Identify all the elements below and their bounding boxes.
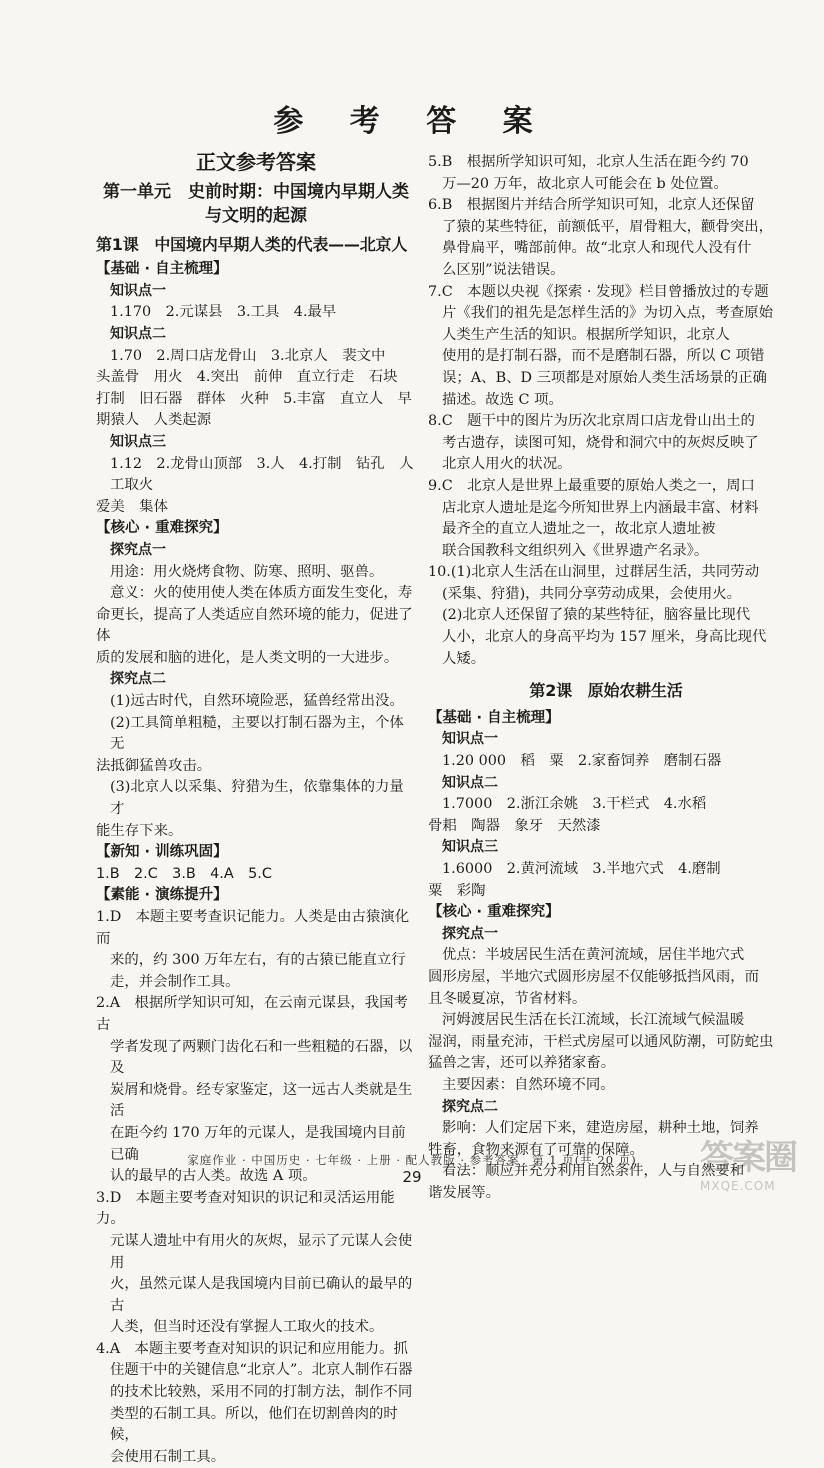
kp2-answers <box>96 346 416 432</box>
explore1-line: 圆形房屋，半地穴式圆形房屋不仅能够抵挡风雨，而 <box>428 968 759 985</box>
kp2-line: 骨耜 陶器 象牙 天然漆 <box>428 817 601 834</box>
explore2-line: 谐发展等。 <box>428 1184 500 1201</box>
ability-line: 4.A 本题主要考查对知识的识记和应用能力。抓 <box>96 1340 408 1357</box>
explore1-line: 优点：半坡居民生活在黄河流域，居住半地穴式 <box>442 947 745 964</box>
kp1-answer: 1.20 000 稻 粟 2.家畜饲养 磨制石器 <box>442 753 722 770</box>
answer-line: 人矮。 <box>442 650 486 667</box>
core-heading: 【核心 · 重难探究】 <box>96 520 228 537</box>
explore1-line: 湿润，雨量充沛，干栏式房屋可以通风防潮，可防蛇虫 <box>428 1033 774 1050</box>
answer-line: 描述。故选 C 项。 <box>442 391 563 408</box>
explore1-line: 河姆渡居民生活在长江流域，长江流域气候温暖 <box>442 1012 745 1029</box>
kp3-answers <box>96 454 416 519</box>
basic-heading: 【基础 · 自主梳理】 <box>428 709 560 726</box>
answer-line: 联合国教科文组织列入《世界遗产名录》。 <box>442 542 709 559</box>
explore2-text <box>96 691 416 842</box>
kp3-line: 1.6000 2.黄河流域 3.半地穴式 4.磨制 <box>442 861 721 877</box>
explore-point-1: 探究点一 <box>442 925 498 942</box>
answer-line: 店北京人遗址是迄今所知世界上内涵最丰富、材料 <box>442 499 759 516</box>
explore1-line: 主要因素：自然环境不同。 <box>442 1076 615 1093</box>
newknow-answers: 1.B 2.C 3.B 4.A 5.C <box>96 865 272 882</box>
basic-heading: 【基础 · 自主梳理】 <box>96 261 228 278</box>
explore2-line: (3)北京人以采集、狩猎为生，依靠集体的力量才 <box>110 779 404 818</box>
answer-line: (采集、狩猎)，共同分享劳动成果，会使用火。 <box>442 585 742 602</box>
explore1-line: 用途：用火烧烤食物、防寒、照明、驱兽。 <box>110 563 384 580</box>
answer-line: 7.C 本题以央视《探索 · 发现》栏目曾播放过的专题 <box>428 283 769 300</box>
lesson1-title: 第1课 中国境内早期人类的代表——北京人 <box>96 234 408 254</box>
watermark-text: 答案圈 <box>700 1138 796 1178</box>
ability-answers <box>96 907 416 1468</box>
page-title: 参 考 答 案 <box>273 104 551 139</box>
explore1-line: 质的发展和脑的进化，是人类文明的一大进步。 <box>96 649 399 666</box>
right-column <box>428 152 784 1205</box>
kp3-answers <box>428 859 784 902</box>
explore-point-1: 探究点一 <box>110 541 166 558</box>
answer-line: 么区别”说法错误。 <box>442 261 565 278</box>
answer-line: 10.(1)北京人生活在山洞里，过群居生活，共同劳动 <box>428 564 760 581</box>
ability-line: 炭屑和烧骨。经专家鉴定，这一远古人类就是生活 <box>110 1081 413 1120</box>
answer-line: 8.C 题干中的图片为历次北京周口店龙骨山出土的 <box>428 413 755 430</box>
explore2-line: 看法：顺应并充分利用自然条件，人与自然要和 <box>442 1163 745 1180</box>
ability-line: 会使用石制工具。 <box>110 1448 226 1465</box>
ability-line: 3.D 本题主要考查对知识的识记和灵活运用能力。 <box>96 1189 395 1228</box>
unit-title-line2: 与文明的起源 <box>205 205 307 226</box>
kp2-line: 1.7000 2.浙江余姚 3.干栏式 4.水稻 <box>442 796 707 813</box>
explore1-text <box>428 945 784 1096</box>
answer-line: 了猿的某些特征，前额低平，眉骨粗大，颧骨突出， <box>442 218 773 235</box>
explore2-line: (2)工具简单粗糙，主要以打制石器为主，个体无 <box>110 714 404 753</box>
section-title: 正文参考答案 <box>196 150 316 174</box>
ability-line: 类型的石制工具。所以，他们在切割兽肉的时候， <box>110 1405 398 1444</box>
knowledge-point-3: 知识点三 <box>110 433 166 450</box>
ability-line: 元谋人遗址中有用火的灰烬，显示了元谋人会使用 <box>110 1232 413 1271</box>
unit-title-line1: 第一单元 史前时期：中国境内早期人类 <box>103 181 409 202</box>
ability-line: 认的最早的古人类。故选 A 项。 <box>110 1168 317 1185</box>
explore1-line: 且冬暖夏凉，节省材料。 <box>428 990 587 1007</box>
explore2-line: 影响：人们定居下来，建造房屋，耕种土地，饲养 <box>442 1120 759 1137</box>
explore-point-2: 探究点二 <box>442 1098 498 1115</box>
answer-line: (2)北京人还保留了猿的某些特征，脑容量比现代 <box>442 607 751 624</box>
explore1-text <box>96 562 416 670</box>
kp2-line: 打制 旧石器 群体 火种 5.丰富 直立人 早 <box>96 390 412 407</box>
answer-line: 万—20 万年，故北京人可能会在 b 处位置。 <box>442 175 728 192</box>
left-column <box>96 152 416 1468</box>
newknow-heading: 【新知 · 训练巩固】 <box>96 844 228 861</box>
watermark-logo <box>700 1130 810 1193</box>
ability-line: 1.D 本题主要考查识记能力。人类是由古猿演化而 <box>96 909 410 947</box>
answer-line: 9.C 北京人是世界上最重要的原始人类之一，周口 <box>428 477 755 494</box>
answer-line: 鼻骨扁平，嘴部前伸。故“北京人和现代人没有什 <box>442 240 752 257</box>
answer-line: 6.B 根据图片并结合所学知识可知，北京人还保留 <box>428 197 755 214</box>
page-number: 29 <box>402 1168 422 1186</box>
answer-line: 最齐全的直立人遗址之一，故北京人遗址被 <box>442 521 716 538</box>
answer-line: 人小，北京人的身高平均为 157 厘米，身高比现代 <box>442 629 767 646</box>
kp2-line: 1.70 2.周口店龙骨山 3.北京人 裴文中 <box>110 347 386 364</box>
explore2-line: 能生存下来。 <box>96 822 183 839</box>
answer-line: 考古遗存，读图可知，烧骨和洞穴中的灰烬反映了 <box>442 434 759 451</box>
ability-line: 走，并会制作工具。 <box>110 973 240 990</box>
lesson1-continued <box>428 152 784 670</box>
kp3-line: 1.12 2.龙骨山顶部 3.人 4.打制 钻孔 人工取火 <box>110 455 414 494</box>
knowledge-point-1: 知识点一 <box>110 282 166 299</box>
answer-line: 5.B 根据所学知识可知，北京人生活在距今约 70 <box>428 154 749 170</box>
ability-line: 火，虽然元谋人是我国境内目前已确认的最早的古 <box>110 1276 413 1314</box>
ability-line: 住题干中的关键信息“北京人”。北京人制作石器 <box>110 1362 413 1379</box>
answer-line: 使用的是打制石器，而不是磨制石器，所以 C 项错 <box>442 348 765 365</box>
ability-heading: 【素能 · 演练提升】 <box>96 887 228 904</box>
ability-line: 来的，约 300 万年左右，有的古猿已能直立行 <box>110 952 406 969</box>
page-footer: 家庭作业 · 中国历史 · 七年级 · 上册 · 配人教版 · 参考答案 第 1 页(共 20 页) <box>187 1153 637 1167</box>
explore-point-2: 探究点二 <box>110 671 166 688</box>
knowledge-point-2: 知识点二 <box>110 325 166 342</box>
answer-line: 误；A、B、D 三项都是对原始人类生活场景的正确 <box>442 369 767 386</box>
knowledge-point-3: 知识点三 <box>442 839 498 856</box>
ability-line: 在距今约 170 万年的元谋人，是我国境内目前已确 <box>110 1124 406 1163</box>
knowledge-point-2: 知识点二 <box>442 774 498 791</box>
ability-line: 的技术比较熟，采用不同的打制方法，制作不同 <box>110 1384 413 1401</box>
ability-line: 2.A 根据所学知识可知，在云南元谋县，我国考古 <box>96 995 408 1033</box>
explore1-line: 命更长，提高了人类适应自然环境的能力，促进了体 <box>96 606 413 645</box>
kp2-line: 头盖骨 用火 4.突出 前伸 直立行走 石块 <box>96 369 398 386</box>
kp3-line: 粟 彩陶 <box>428 882 486 899</box>
watermark-domain: MXQE.COM <box>700 1179 776 1193</box>
kp3-line: 爱美 集体 <box>96 498 168 515</box>
answer-line: 北京人用火的状况。 <box>442 456 572 473</box>
kp1-answer: 1.170 2.元谋县 3.工具 4.最早 <box>110 304 337 321</box>
answer-line: 人类生产生活的知识。根据所学知识，北京人 <box>442 326 730 343</box>
explore2-line: (1)远古时代，自然环境险恶，猛兽经常出没。 <box>110 693 404 710</box>
ability-line: 学者发现了两颗门齿化石和一些粗糙的石器，以及 <box>110 1038 413 1077</box>
explore1-line: 猛兽之害，还可以养猪家畜。 <box>428 1055 616 1072</box>
ability-line: 人类，但当时还没有掌握人工取火的技术。 <box>110 1319 384 1336</box>
kp2-line: 期猿人 人类起源 <box>96 412 212 429</box>
lesson2-title: 第2课 原始农耕生活 <box>529 681 683 701</box>
core-heading: 【核心 · 重难探究】 <box>428 904 560 921</box>
explore2-line: 牲畜，食物来源有了可靠的保障。 <box>428 1141 644 1158</box>
kp2-answers <box>428 794 784 837</box>
explore2-line: 法抵御猛兽攻击。 <box>96 757 212 774</box>
knowledge-point-1: 知识点一 <box>442 731 498 748</box>
explore1-line: 意义：火的使用使人类在体质方面发生变化，寿 <box>110 585 413 602</box>
answer-line: 片《我们的祖先是怎样生活的》为切入点，考查原始 <box>442 305 773 322</box>
